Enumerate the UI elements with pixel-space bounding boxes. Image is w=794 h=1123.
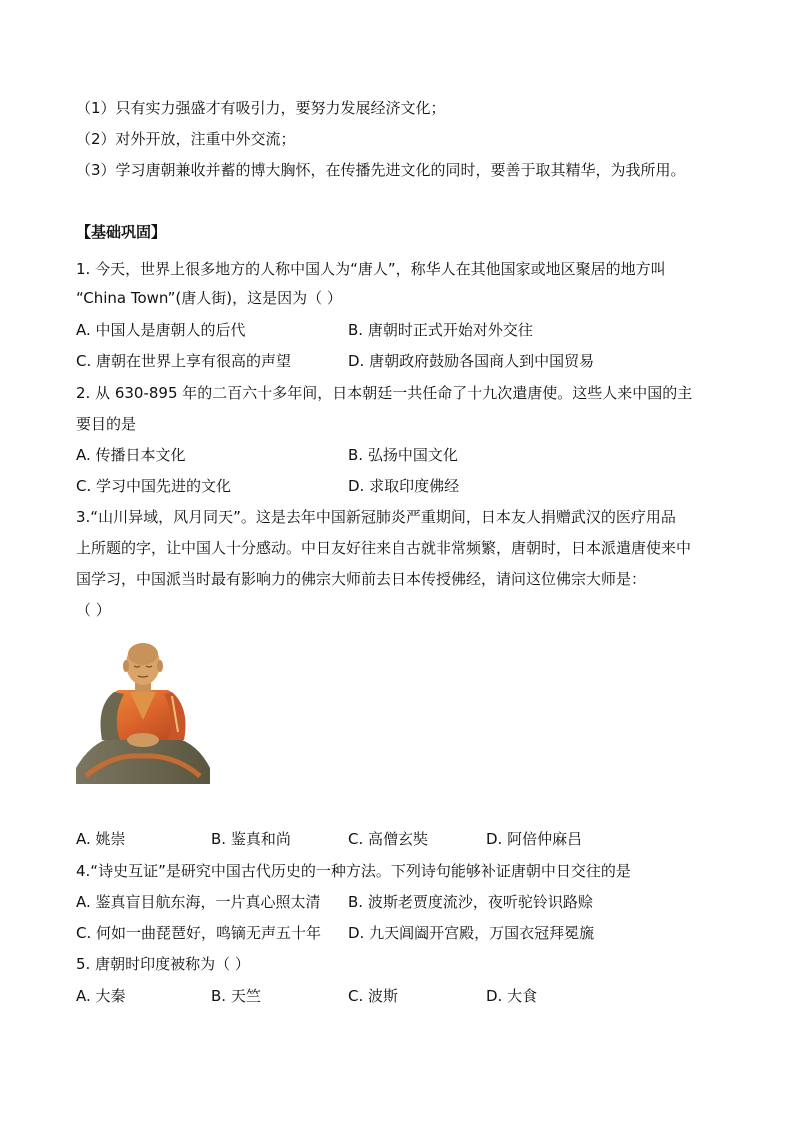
q5-option-c: C. 波斯	[348, 987, 399, 1005]
q3-option-b: B. 鉴真和尚	[211, 830, 291, 848]
section-title: 【基础巩固】	[76, 223, 167, 241]
q1-option-a: A. 中国人是唐朝人的后代	[76, 321, 246, 339]
q3-option-c: C. 高僧玄奘	[348, 830, 429, 848]
q4-option-c: C. 何如一曲琵琶好，鸣镝无声五十年	[76, 924, 322, 942]
q5-option-d: D. 大食	[486, 987, 538, 1005]
q5-option-b: B. 天竺	[211, 987, 261, 1005]
q1-stem-line-2: “China Town”(唐人街)，这是因为（ ）	[76, 289, 342, 307]
q2-option-a: A. 传播日本文化	[76, 446, 186, 464]
q4-option-a: A. 鉴真盲目航东海，一片真心照太清	[76, 893, 321, 911]
summary-line-1: （1）只有实力强盛才有吸引力，要努力发展经济文化；	[76, 99, 446, 117]
q1-option-b: B. 唐朝时正式开始对外交往	[348, 321, 533, 339]
q3-stem-line-3: 国学习，中国派当时最有影响力的佛宗大师前去日本传授佛经，请问这位佛宗大师是：	[76, 570, 647, 588]
q2-option-b: B. 弘扬中国文化	[348, 446, 458, 464]
summary-line-3: （3）学习唐朝兼收并蓄的博大胸怀，在传播先进文化的同时，要善于取其精华，为我所用。	[76, 161, 686, 179]
q2-stem-line-2: 要目的是	[76, 415, 137, 433]
q3-stem-line-1: 3.“山川异域，风月同天”。这是去年中国新冠肺炎严重期间，日本友人捐赠武汉的医疗用品	[76, 508, 676, 526]
q2-stem-line-1: 2. 从 630-895 年的二百六十多年间，日本朝廷一共任命了十九次遣唐使。这些人来中国的主	[76, 384, 693, 402]
q5-option-a: A. 大秦	[76, 987, 126, 1005]
q1-option-d: D. 唐朝政府鼓励各国商人到中国贸易	[348, 352, 595, 370]
q3-option-d: D. 阿倍仲麻吕	[486, 830, 583, 848]
q3-stem-line-2: 上所题的字，让中国人十分感动。中日友好往来自古就非常频繁，唐朝时，日本派遣唐使来中	[76, 539, 692, 557]
q5-stem-line-1: 5. 唐朝时印度被称为（ ）	[76, 955, 250, 973]
q1-option-c: C. 唐朝在世界上享有很高的声望	[76, 352, 292, 370]
q3-option-a: A. 姚崇	[76, 830, 126, 848]
q4-option-d: D. 九天阊阖开宫殿，万国衣冠拜冕旒	[348, 924, 595, 942]
q3-stem-line-4: （ ）	[76, 601, 111, 619]
q4-option-b: B. 波斯老贾度流沙，夜听驼铃识路赊	[348, 893, 593, 911]
q2-option-c: C. 学习中国先进的文化	[76, 477, 232, 495]
q1-stem-line-1: 1. 今天，世界上很多地方的人称中国人为“唐人”，称华人在其他国家或地区聚居的地方叫	[76, 260, 666, 278]
q4-stem-line-1: 4.“诗史互证”是研究中国古代历史的一种方法。下列诗句能够补证唐朝中日交往的是	[76, 862, 631, 880]
summary-line-2: （2）对外开放，注重中外交流；	[76, 130, 296, 148]
q2-option-d: D. 求取印度佛经	[348, 477, 460, 495]
monk-statue-image	[72, 636, 214, 786]
